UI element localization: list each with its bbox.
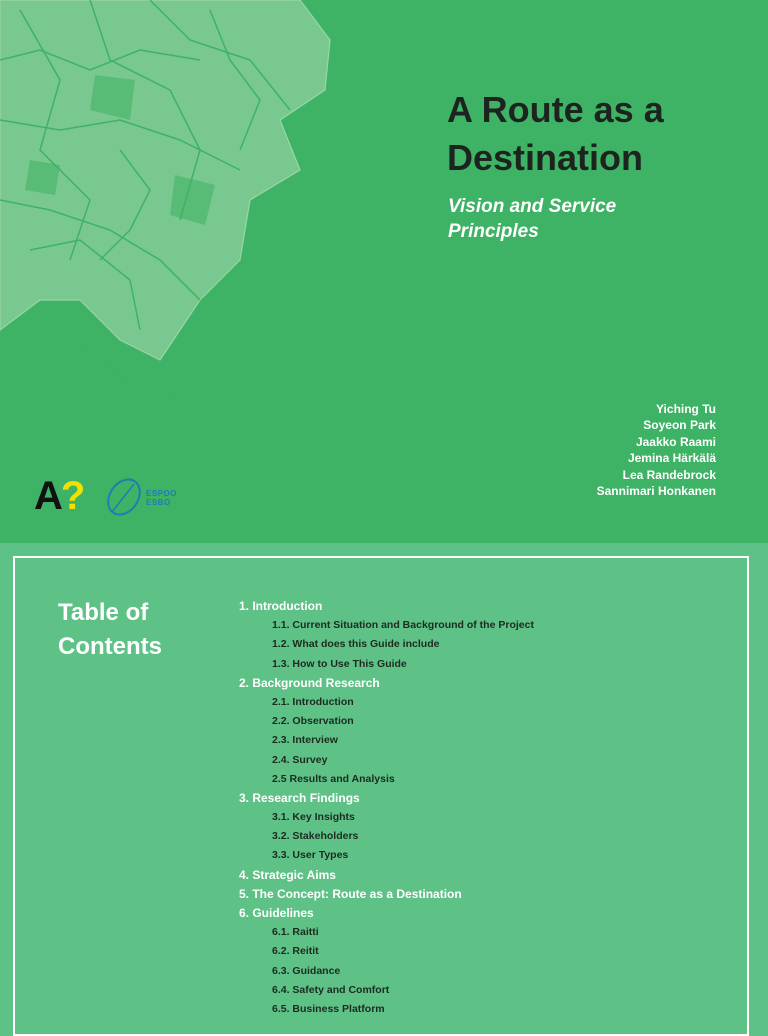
document-subtitle (448, 194, 688, 244)
toc-subsection-entry[interactable]: 2.4. Survey (272, 753, 328, 766)
aalto-logo (34, 474, 83, 518)
author-name: Yiching Tu (656, 402, 716, 416)
title-line: A Route as a (447, 89, 664, 130)
toc-subsection-entry[interactable]: 1.2. What does this Guide include (272, 638, 440, 651)
author-name: Sannimari Honkanen (596, 484, 716, 499)
toc-subsection-entry[interactable]: 6.2. Reitit (272, 945, 319, 958)
toc-subsection-entry[interactable]: 6.4. Safety and Comfort (272, 983, 390, 996)
espoo-logo (104, 474, 184, 520)
esbo-name: ESBO (146, 498, 171, 507)
author-name: Soyeon Park (643, 418, 716, 433)
toc-subsection-entry[interactable]: 2.3. Interview (272, 734, 338, 747)
toc-subsection-entry[interactable]: 1.1. Current Situation and Background of the Project (272, 619, 534, 632)
toc-section-entry[interactable]: 3. Research Findings (239, 790, 360, 805)
toc-subsection-entry[interactable]: 2.5 Results and Analysis (272, 772, 395, 785)
toc-subsection-entry[interactable]: 3.3. User Types (272, 849, 349, 862)
toc-section-entry[interactable]: 4. Strategic Aims (239, 867, 336, 882)
subtitle-line: Principles (448, 221, 539, 242)
toc-section-entry[interactable]: 1. Introduction (239, 599, 323, 613)
author-list (597, 401, 716, 499)
aalto-logo-mark: ? (60, 474, 84, 518)
toc-section-entry[interactable]: 5. The Concept: Route as a Destination (239, 886, 462, 901)
toc-subsection-entry[interactable]: 6.5. Business Platform (272, 1002, 385, 1015)
toc-subsection-entry[interactable]: 6.1. Raitti (272, 926, 319, 939)
leaf-icon (104, 474, 144, 520)
toc-subsection-entry[interactable]: 2.1. Introduction (272, 695, 354, 708)
toc-subsection-entry[interactable]: 6.3. Guidance (272, 964, 341, 977)
toc-list (239, 597, 534, 1019)
document-title (447, 86, 664, 182)
toc-subsection-entry[interactable]: 3.1. Key Insights (272, 811, 355, 824)
author-name: Lea Randebrock (622, 467, 716, 482)
toc-subsection-entry[interactable]: 2.2. Observation (272, 715, 354, 728)
subtitle-line: Vision and Service (448, 196, 617, 217)
aalto-logo-letter: A (34, 474, 61, 518)
toc-section-entry[interactable]: 2. Background Research (239, 675, 380, 690)
map-illustration (0, 0, 340, 430)
toc-section-entry[interactable]: 6. Guidelines (239, 906, 314, 920)
toc-heading-line: Contents (58, 633, 162, 660)
author-name: Jaakko Raami (635, 434, 716, 449)
toc-subsection-entry[interactable]: 3.2. Stakeholders (272, 830, 359, 843)
toc-heading (58, 596, 208, 664)
espoo-logo-text (146, 489, 177, 507)
toc-subsection-entry[interactable]: 1.3. How to Use This Guide (272, 657, 407, 670)
espoo-name: ESPOO (146, 489, 177, 498)
title-line: Destination (447, 137, 644, 178)
toc-heading-line: Table of (58, 599, 149, 626)
author-name: Jemina Härkälä (627, 451, 716, 466)
